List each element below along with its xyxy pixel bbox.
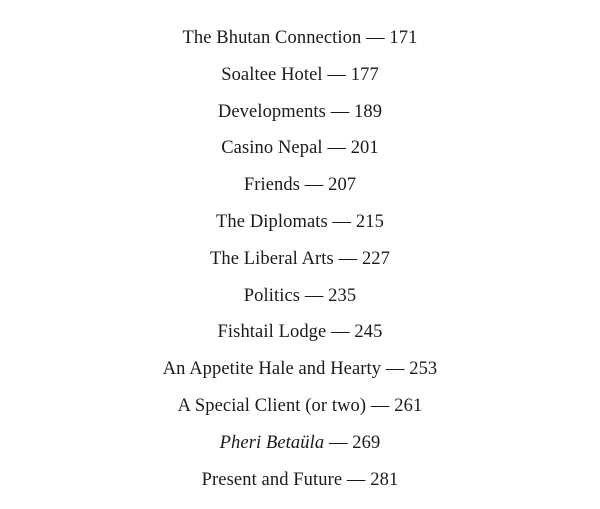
chapter-title: Fishtail Lodge: [217, 322, 327, 343]
toc-entry: [0, 204, 600, 241]
toc-entry: [0, 462, 600, 499]
page-number: 171: [389, 28, 418, 48]
toc-entry: [0, 314, 600, 351]
chapter-title: Developments: [217, 101, 326, 122]
chapter-title: Present and Future: [201, 469, 343, 490]
toc-entry: [0, 425, 600, 462]
separator-dash: —: [331, 322, 350, 343]
toc-entry: [0, 20, 600, 57]
page-number: 269: [352, 432, 381, 453]
separator-dash: —: [330, 101, 350, 122]
table-of-contents: [0, 20, 600, 498]
chapter-title: An Appetite Hale and Hearty: [162, 359, 382, 380]
page-number: 281: [370, 469, 399, 490]
separator-dash: —: [328, 432, 348, 453]
separator-dash: —: [366, 28, 385, 48]
separator-dash: —: [370, 395, 390, 416]
page-number: 189: [354, 101, 383, 122]
toc-entry: [0, 388, 600, 425]
chapter-title: Friends: [243, 175, 301, 196]
page-number: 201: [350, 138, 379, 159]
toc-entry: [0, 130, 600, 167]
page-number: 177: [350, 64, 379, 85]
toc-entry: [0, 241, 600, 278]
page-number: 227: [361, 248, 390, 269]
separator-dash: —: [338, 248, 358, 269]
toc-entry: [0, 351, 600, 388]
separator-dash: —: [346, 469, 366, 490]
page-number: 215: [355, 211, 384, 232]
separator-dash: —: [304, 285, 324, 306]
separator-dash: —: [304, 175, 324, 196]
chapter-title: Politics: [243, 285, 301, 306]
separator-dash: —: [385, 359, 405, 380]
separator-dash: —: [327, 64, 347, 85]
page-number: 207: [328, 175, 357, 196]
chapter-title: A Special Client (or two): [177, 395, 367, 416]
chapter-title: The Diplomats: [216, 211, 328, 232]
chapter-title: Pheri Betaüla: [219, 432, 325, 453]
chapter-title: Soaltee Hotel: [221, 64, 323, 85]
chapter-title: The Liberal Arts: [209, 248, 334, 269]
page-number: 235: [328, 285, 357, 306]
separator-dash: —: [332, 211, 352, 232]
page-number: 253: [409, 359, 438, 380]
chapter-title: Casino Nepal: [221, 138, 323, 159]
separator-dash: —: [327, 138, 346, 159]
toc-entry: [0, 57, 600, 94]
toc-entry: [0, 167, 600, 204]
page-number: 245: [354, 322, 383, 343]
toc-entry: [0, 94, 600, 131]
chapter-title: The Bhutan Connection: [182, 28, 362, 48]
toc-entry: [0, 278, 600, 315]
page-number: 261: [394, 395, 423, 416]
